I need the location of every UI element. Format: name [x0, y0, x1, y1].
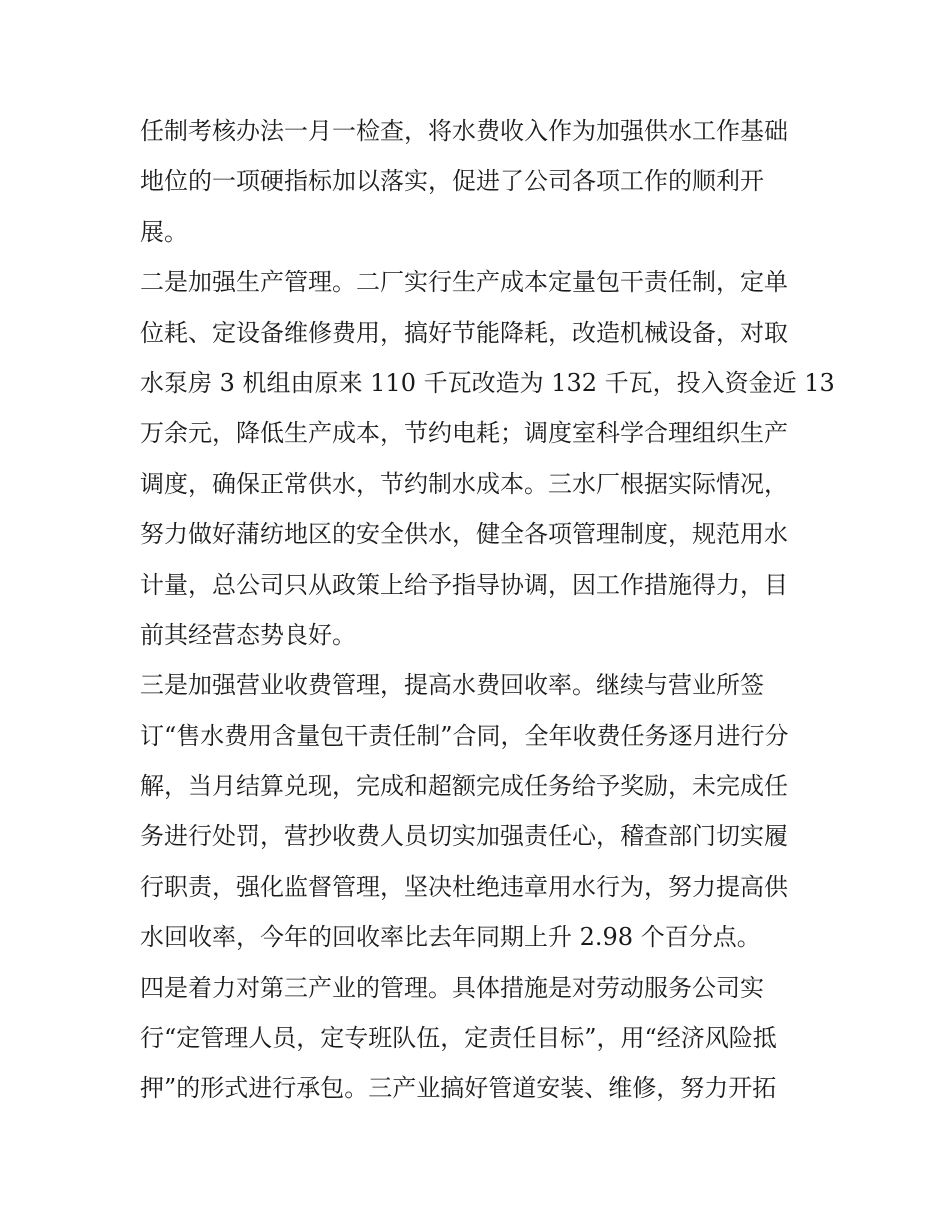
text-line: 地位的一项硬指标加以落实，促进了公司各项工作的顺利开 [140, 167, 764, 196]
text-line: 任制考核办法一月一检查，将水费收入作为加强供水工作基础 [140, 117, 788, 145]
body-text [140, 106, 835, 1114]
text-line: 押”的形式进行承包。三产业搞好管道安装、维修，努力开拓 [140, 1074, 777, 1103]
text-line: 解，当月结算兑现，完成和超额完成任务给予奖励，未完成任 [140, 772, 788, 801]
text-line: 万余元，降低生产成本，节约电耗；调度室科学合理组织生产 [140, 419, 788, 448]
text-line: 订“售水费用含量包干责任制”合同，全年收费任务逐月进行分 [140, 721, 789, 750]
text-line: 行“定管理人员，定专班队伍，定责任目标”，用“经济风险抵 [140, 1024, 777, 1053]
text-line: 二是加强生产管理。二厂实行生产成本定量包干责任制，定单 [140, 268, 788, 297]
text-line: 计量，总公司只从政策上给予指导协调，因工作措施得力，目 [140, 570, 788, 599]
text-line: 前其经营态势良好。 [140, 620, 356, 649]
text-line: 三是加强营业收费管理，提高水费回收率。继续与营业所签 [140, 671, 764, 700]
text-line: 努力做好蒲纺地区的安全供水，健全各项管理制度，规范用水 [140, 520, 788, 549]
text-line: 水回收率，今年的回收率比去年同期上升 2.98 个百分点。 [140, 923, 761, 952]
text-line: 四是着力对第三产业的管理。具体措施是对劳动服务公司实 [140, 973, 764, 1002]
text-line: 调度，确保正常供水，节约制水成本。三水厂根据实际情况， [140, 469, 788, 498]
text-line: 行职责，强化监督管理，坚决杜绝违章用水行为，努力提高供 [140, 872, 788, 901]
text-line: 展。 [140, 217, 188, 246]
text-line: 位耗、定设备维修费用，搞好节能降耗，改造机械设备，对取 [140, 318, 788, 347]
text-line: 务进行处罚，营抄收费人员切实加强责任心，稽查部门切实履 [140, 822, 788, 851]
text-line: 水泵房 3 机组由原来 110 千瓦改造为 132 千瓦，投入资金近 13 [140, 368, 835, 397]
